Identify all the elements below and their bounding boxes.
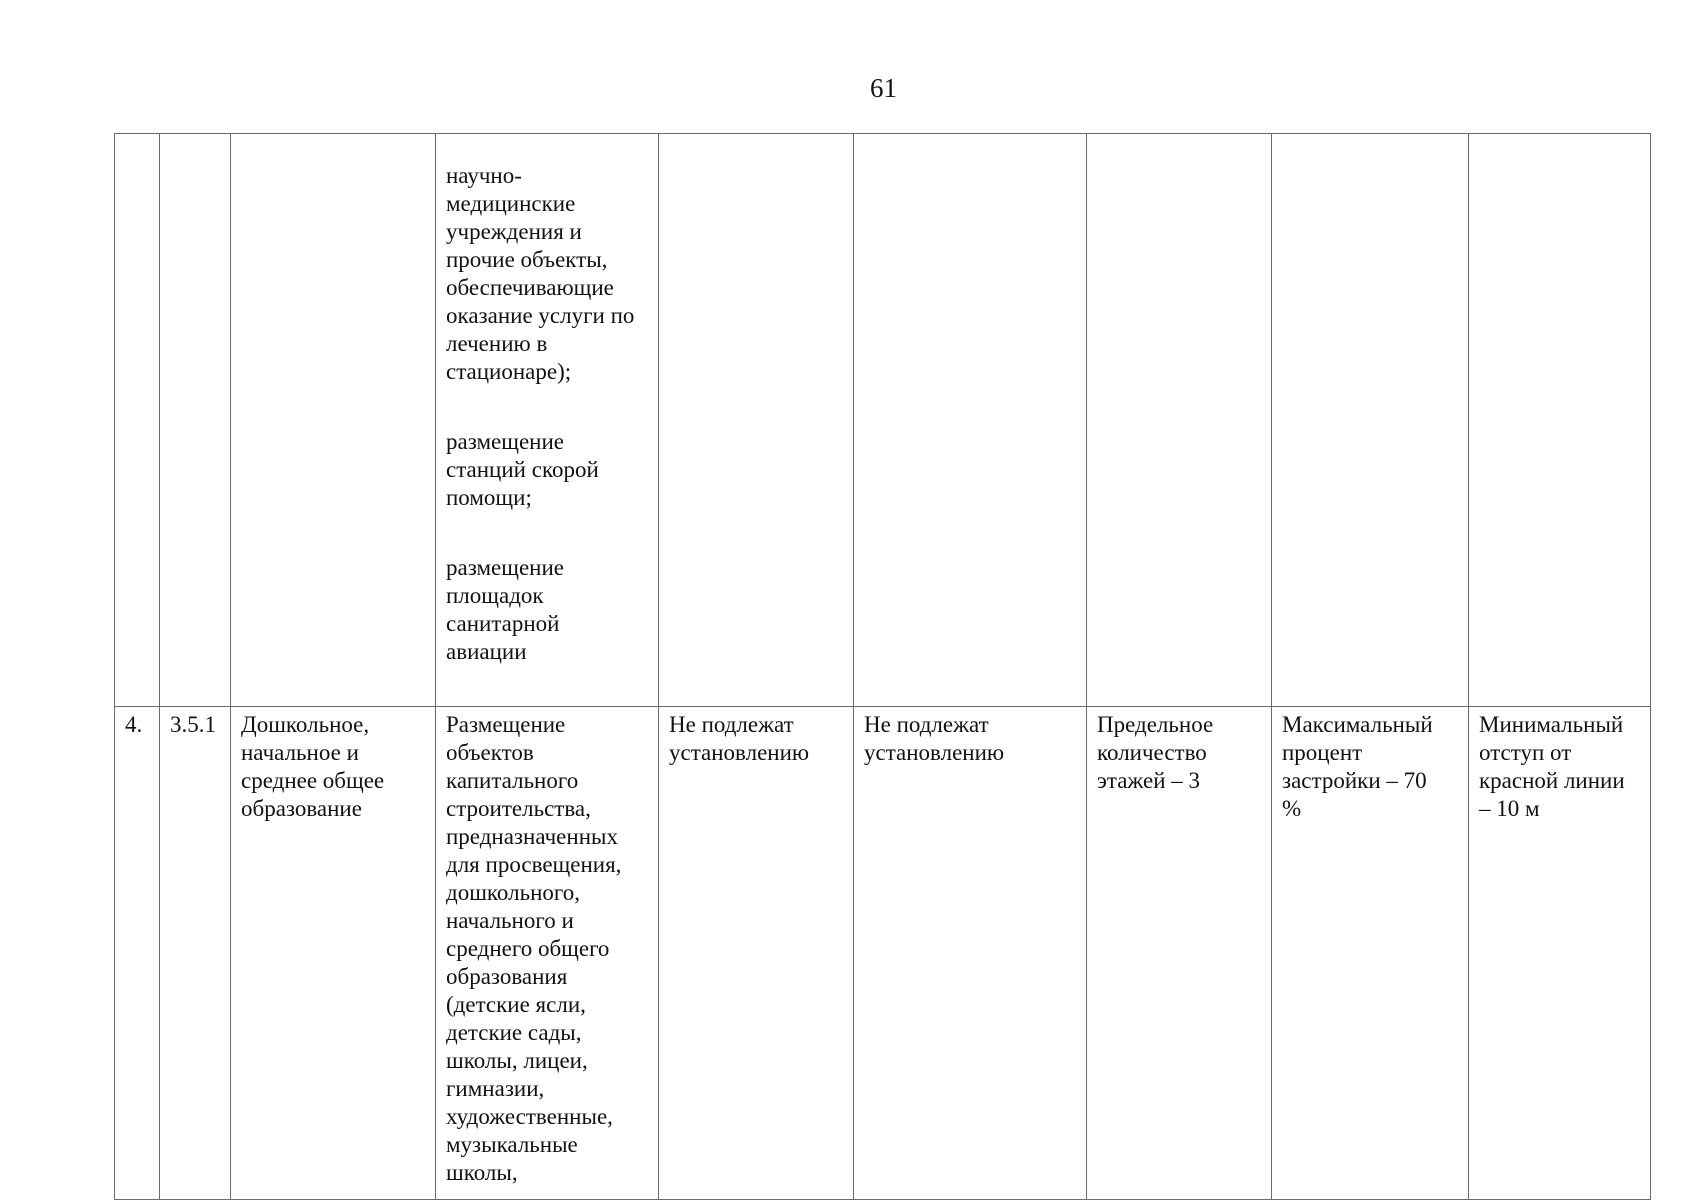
cell-code bbox=[160, 134, 231, 707]
cell-plot-area bbox=[854, 134, 1087, 707]
cell-text: Не подлежат установлению bbox=[864, 712, 1005, 765]
description-paragraph: Размещение объектов капитального строительства, предназначенных для просвещения, дошкольного, начального и среднего общего образования (детские ясли, детские сады, школы, лицеи, гимназии, художественные, музыкальные школы, bbox=[446, 712, 622, 1185]
cell-code-text: 3.5.1 bbox=[170, 712, 216, 737]
cell-number-text: 4. bbox=[125, 712, 143, 737]
cell-description bbox=[436, 134, 659, 707]
cell-plot-area bbox=[854, 707, 1087, 1200]
cell-min-max-plot-size bbox=[659, 707, 854, 1200]
cell-text: Не подлежат установлению bbox=[669, 712, 810, 765]
cell-setback bbox=[1469, 707, 1651, 1200]
cell-description bbox=[436, 707, 659, 1200]
table-row bbox=[115, 134, 1651, 707]
cell-building-percent bbox=[1272, 134, 1469, 707]
description-paragraph: размещение станций скорой помощи; bbox=[446, 429, 599, 510]
description-paragraph: размещение площадок санитарной авиации bbox=[446, 555, 564, 664]
description-paragraph: научно- медицинские учреждения и прочие объекты, обеспечивающие оказание услуги по лечению в стационаре); bbox=[446, 163, 635, 384]
cell-floors-limit bbox=[1087, 134, 1272, 707]
cell-name-text: Дошкольное, начальное и среднее общее образование bbox=[241, 712, 385, 821]
cell-name bbox=[231, 707, 436, 1200]
regulations-table bbox=[114, 133, 1651, 1200]
cell-text: Предельное количество этажей – 3 bbox=[1097, 712, 1214, 793]
cell-setback bbox=[1469, 134, 1651, 707]
cell-min-max-plot-size bbox=[659, 134, 854, 707]
cell-number bbox=[115, 134, 160, 707]
cell-name bbox=[231, 134, 436, 707]
cell-text: Минимальный отступ от красной линии – 10 м bbox=[1479, 712, 1625, 821]
cell-text: Максимальный процент застройки – 70 % bbox=[1282, 712, 1433, 821]
cell-number bbox=[115, 707, 160, 1200]
cell-building-percent bbox=[1272, 707, 1469, 1200]
table-row bbox=[115, 707, 1651, 1200]
cell-floors-limit bbox=[1087, 707, 1272, 1200]
page-number: 61 bbox=[870, 73, 897, 103]
cell-code bbox=[160, 707, 231, 1200]
